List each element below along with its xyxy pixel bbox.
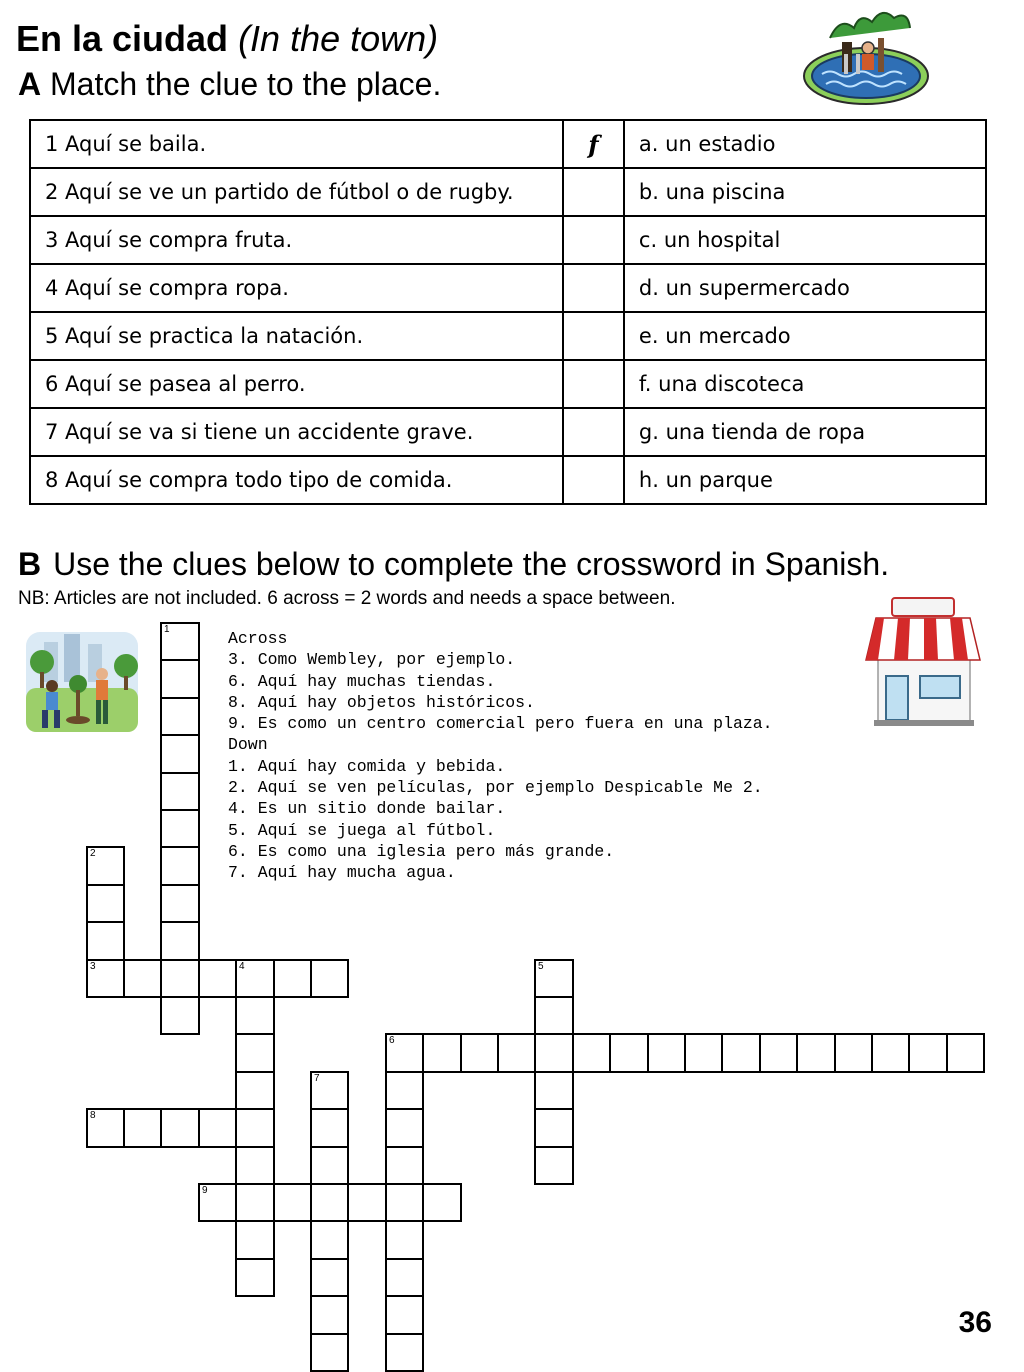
clue-item: 4. Es un sitio donde bailar.	[228, 799, 506, 819]
title-bold: En la ciudad	[16, 18, 229, 59]
clue-item: 2. Aquí se ven películas, por ejemplo Despicable Me 2.	[228, 778, 763, 798]
crossword-cell[interactable]	[385, 1333, 424, 1372]
crossword-cell[interactable]	[86, 921, 125, 961]
crossword-cell[interactable]	[834, 1033, 873, 1073]
crossword-cell[interactable]	[534, 1108, 574, 1148]
clue-cell: 1 Aquí se baila.	[30, 120, 563, 168]
crossword-cell[interactable]	[86, 846, 125, 886]
crossword-cell[interactable]	[123, 959, 162, 998]
page-number: 36	[958, 1306, 992, 1339]
section-a-instruction: Match the clue to the place.	[50, 66, 442, 102]
section-b-heading	[18, 544, 889, 584]
crossword-cell[interactable]	[609, 1033, 649, 1073]
crossword-cell[interactable]	[310, 1183, 349, 1222]
crossword-cell[interactable]	[235, 1108, 275, 1148]
page-title	[16, 18, 438, 60]
clue-cell: 4 Aquí se compra ropa.	[30, 264, 563, 312]
clue-number: 7	[314, 1073, 320, 1084]
crossword-cell[interactable]	[160, 959, 200, 998]
clue-item: 8. Aquí hay objetos históricos.	[228, 692, 535, 712]
crossword-cell[interactable]	[497, 1033, 536, 1073]
crossword-cell[interactable]	[534, 1071, 574, 1110]
crossword-cell[interactable]	[160, 1108, 200, 1148]
crossword-cell[interactable]	[385, 1108, 424, 1148]
crossword-cell[interactable]	[235, 1146, 275, 1185]
crossword-cell[interactable]	[273, 959, 312, 998]
crossword-cell[interactable]	[123, 1108, 162, 1148]
place-cell: g. una tienda de ropa	[624, 408, 986, 456]
crossword-cell[interactable]	[946, 1033, 985, 1073]
crossword-cell[interactable]	[310, 1333, 349, 1372]
crossword-cell[interactable]	[235, 1258, 275, 1297]
crossword-cell[interactable]	[460, 1033, 499, 1073]
crossword-cell[interactable]	[647, 1033, 686, 1073]
across-heading: Across	[228, 629, 288, 648]
section-a-heading	[18, 64, 441, 104]
shop-icon	[862, 596, 984, 728]
crossword-cell[interactable]	[310, 1295, 349, 1335]
crossword-cell[interactable]	[86, 959, 125, 998]
place-cell: a. un estadio	[624, 120, 986, 168]
crossword-cell[interactable]	[198, 959, 237, 998]
clue-number: 2	[90, 848, 96, 859]
table-row	[30, 360, 986, 408]
crossword-cell[interactable]	[385, 1258, 424, 1297]
crossword-cell[interactable]	[385, 1295, 424, 1335]
crossword-clues	[228, 628, 773, 884]
crossword-cell[interactable]	[534, 996, 574, 1035]
crossword-cell[interactable]	[310, 1220, 349, 1260]
crossword-cell[interactable]	[796, 1033, 836, 1073]
crossword-cell[interactable]	[160, 809, 200, 848]
crossword-cell[interactable]	[310, 1108, 349, 1148]
crossword-cell[interactable]	[534, 1146, 574, 1185]
crossword-cell[interactable]	[572, 1033, 611, 1073]
crossword-cell[interactable]	[721, 1033, 761, 1073]
table-row	[30, 120, 986, 168]
crossword-cell[interactable]	[385, 1071, 424, 1110]
section-a-letter: A	[18, 66, 42, 102]
crossword-cell[interactable]	[160, 921, 200, 961]
clue-item: 6. Aquí hay muchas tiendas.	[228, 671, 496, 691]
answer-cell[interactable]	[563, 312, 624, 360]
crossword-cell[interactable]	[160, 734, 200, 774]
crossword-cell[interactable]	[86, 1108, 125, 1148]
crossword-cell[interactable]	[908, 1033, 948, 1073]
clue-cell: 8 Aquí se compra todo tipo de comida.	[30, 456, 563, 504]
crossword-cell[interactable]	[235, 959, 275, 998]
crossword-cell[interactable]	[310, 1258, 349, 1297]
crossword-cell[interactable]	[235, 996, 275, 1035]
clue-item: 9. Es como un centro comercial pero fuera en una plaza.	[228, 714, 773, 734]
clue-number: 4	[239, 961, 245, 972]
table-row	[30, 456, 986, 504]
crossword-cell[interactable]	[86, 884, 125, 923]
section-b-instruction: Use the clues below to complete the crossword in Spanish.	[53, 546, 890, 582]
crossword-cell[interactable]	[235, 1220, 275, 1260]
crossword-cell[interactable]	[235, 1033, 275, 1073]
table-row	[30, 216, 986, 264]
down-heading: Down	[228, 735, 268, 755]
crossword-cell[interactable]	[235, 1071, 275, 1110]
crossword-cell[interactable]	[534, 1033, 574, 1073]
table-row	[30, 408, 986, 456]
crossword-cell[interactable]	[385, 1220, 424, 1260]
table-row	[30, 312, 986, 360]
crossword-cell[interactable]	[273, 1183, 312, 1222]
answer-cell[interactable]	[563, 264, 624, 312]
place-cell: c. un hospital	[624, 216, 986, 264]
clue-item: 6. Es como una iglesia pero más grande.	[228, 841, 615, 861]
crossword-cell[interactable]	[310, 1071, 349, 1110]
crossword-cell[interactable]	[160, 772, 200, 811]
place-cell: e. un mercado	[624, 312, 986, 360]
clue-cell: 5 Aquí se practica la natación.	[30, 312, 563, 360]
crossword-cell[interactable]	[160, 622, 200, 661]
crossword-cell[interactable]	[385, 1033, 424, 1073]
answer-cell[interactable]	[563, 216, 624, 264]
section-b-letter: B	[18, 546, 42, 582]
matching-table	[29, 119, 987, 505]
clue-number: 8	[90, 1110, 96, 1121]
crossword-cell[interactable]	[871, 1033, 910, 1073]
swimming-pool-icon	[800, 8, 932, 108]
crossword-cell[interactable]	[385, 1146, 424, 1185]
crossword-cell[interactable]	[347, 1183, 387, 1222]
answer-cell[interactable]: f	[563, 120, 624, 168]
clue-item: 1. Aquí hay comida y bebida.	[228, 756, 506, 776]
crossword-cell[interactable]	[235, 1183, 275, 1222]
crossword-cell[interactable]	[160, 659, 200, 699]
crossword-cell[interactable]	[385, 1183, 424, 1222]
clue-cell: 7 Aquí se va si tiene un accidente grave.	[30, 408, 563, 456]
crossword-cell[interactable]	[198, 1183, 237, 1222]
clue-number: 5	[538, 961, 544, 972]
clue-cell: 6 Aquí se pasea al perro.	[30, 360, 563, 408]
crossword-note: NB: Articles are not included. 6 across = 2 words and needs a space between.	[18, 588, 676, 609]
clue-number: 6	[389, 1035, 395, 1046]
crossword-cell[interactable]	[310, 1146, 349, 1185]
crossword-cell[interactable]	[422, 1033, 462, 1073]
crossword-cell[interactable]	[198, 1108, 237, 1148]
park-planting-icon	[20, 628, 144, 740]
clue-number: 9	[202, 1185, 208, 1196]
crossword-cell[interactable]	[422, 1183, 462, 1222]
crossword-cell[interactable]	[160, 996, 200, 1035]
place-cell: b. una piscina	[624, 168, 986, 216]
table-row	[30, 264, 986, 312]
answer-cell[interactable]	[563, 456, 624, 504]
clue-item: 5. Aquí se juega al fútbol.	[228, 820, 496, 840]
place-cell: f. una discoteca	[624, 360, 986, 408]
crossword-cell[interactable]	[160, 697, 200, 736]
place-cell: d. un supermercado	[624, 264, 986, 312]
crossword-cell[interactable]	[684, 1033, 723, 1073]
clue-item: 7. Aquí hay mucha agua.	[228, 863, 456, 883]
table-row	[30, 168, 986, 216]
crossword-cell[interactable]	[534, 959, 574, 998]
answer-cell[interactable]	[563, 408, 624, 456]
crossword-cell[interactable]	[160, 884, 200, 923]
clue-number: 3	[90, 961, 96, 972]
crossword-cell[interactable]	[310, 959, 349, 998]
place-cell: h. un parque	[624, 456, 986, 504]
answer-cell[interactable]	[563, 360, 624, 408]
clue-cell: 3 Aquí se compra fruta.	[30, 216, 563, 264]
answer-cell[interactable]	[563, 168, 624, 216]
title-italic: (In the town)	[238, 18, 439, 59]
clue-item: 3. Como Wembley, por ejemplo.	[228, 650, 516, 670]
crossword-cell[interactable]	[759, 1033, 798, 1073]
clue-cell: 2 Aquí se ve un partido de fútbol o de rugby.	[30, 168, 563, 216]
clue-number: 1	[164, 624, 170, 635]
crossword-cell[interactable]	[160, 846, 200, 886]
